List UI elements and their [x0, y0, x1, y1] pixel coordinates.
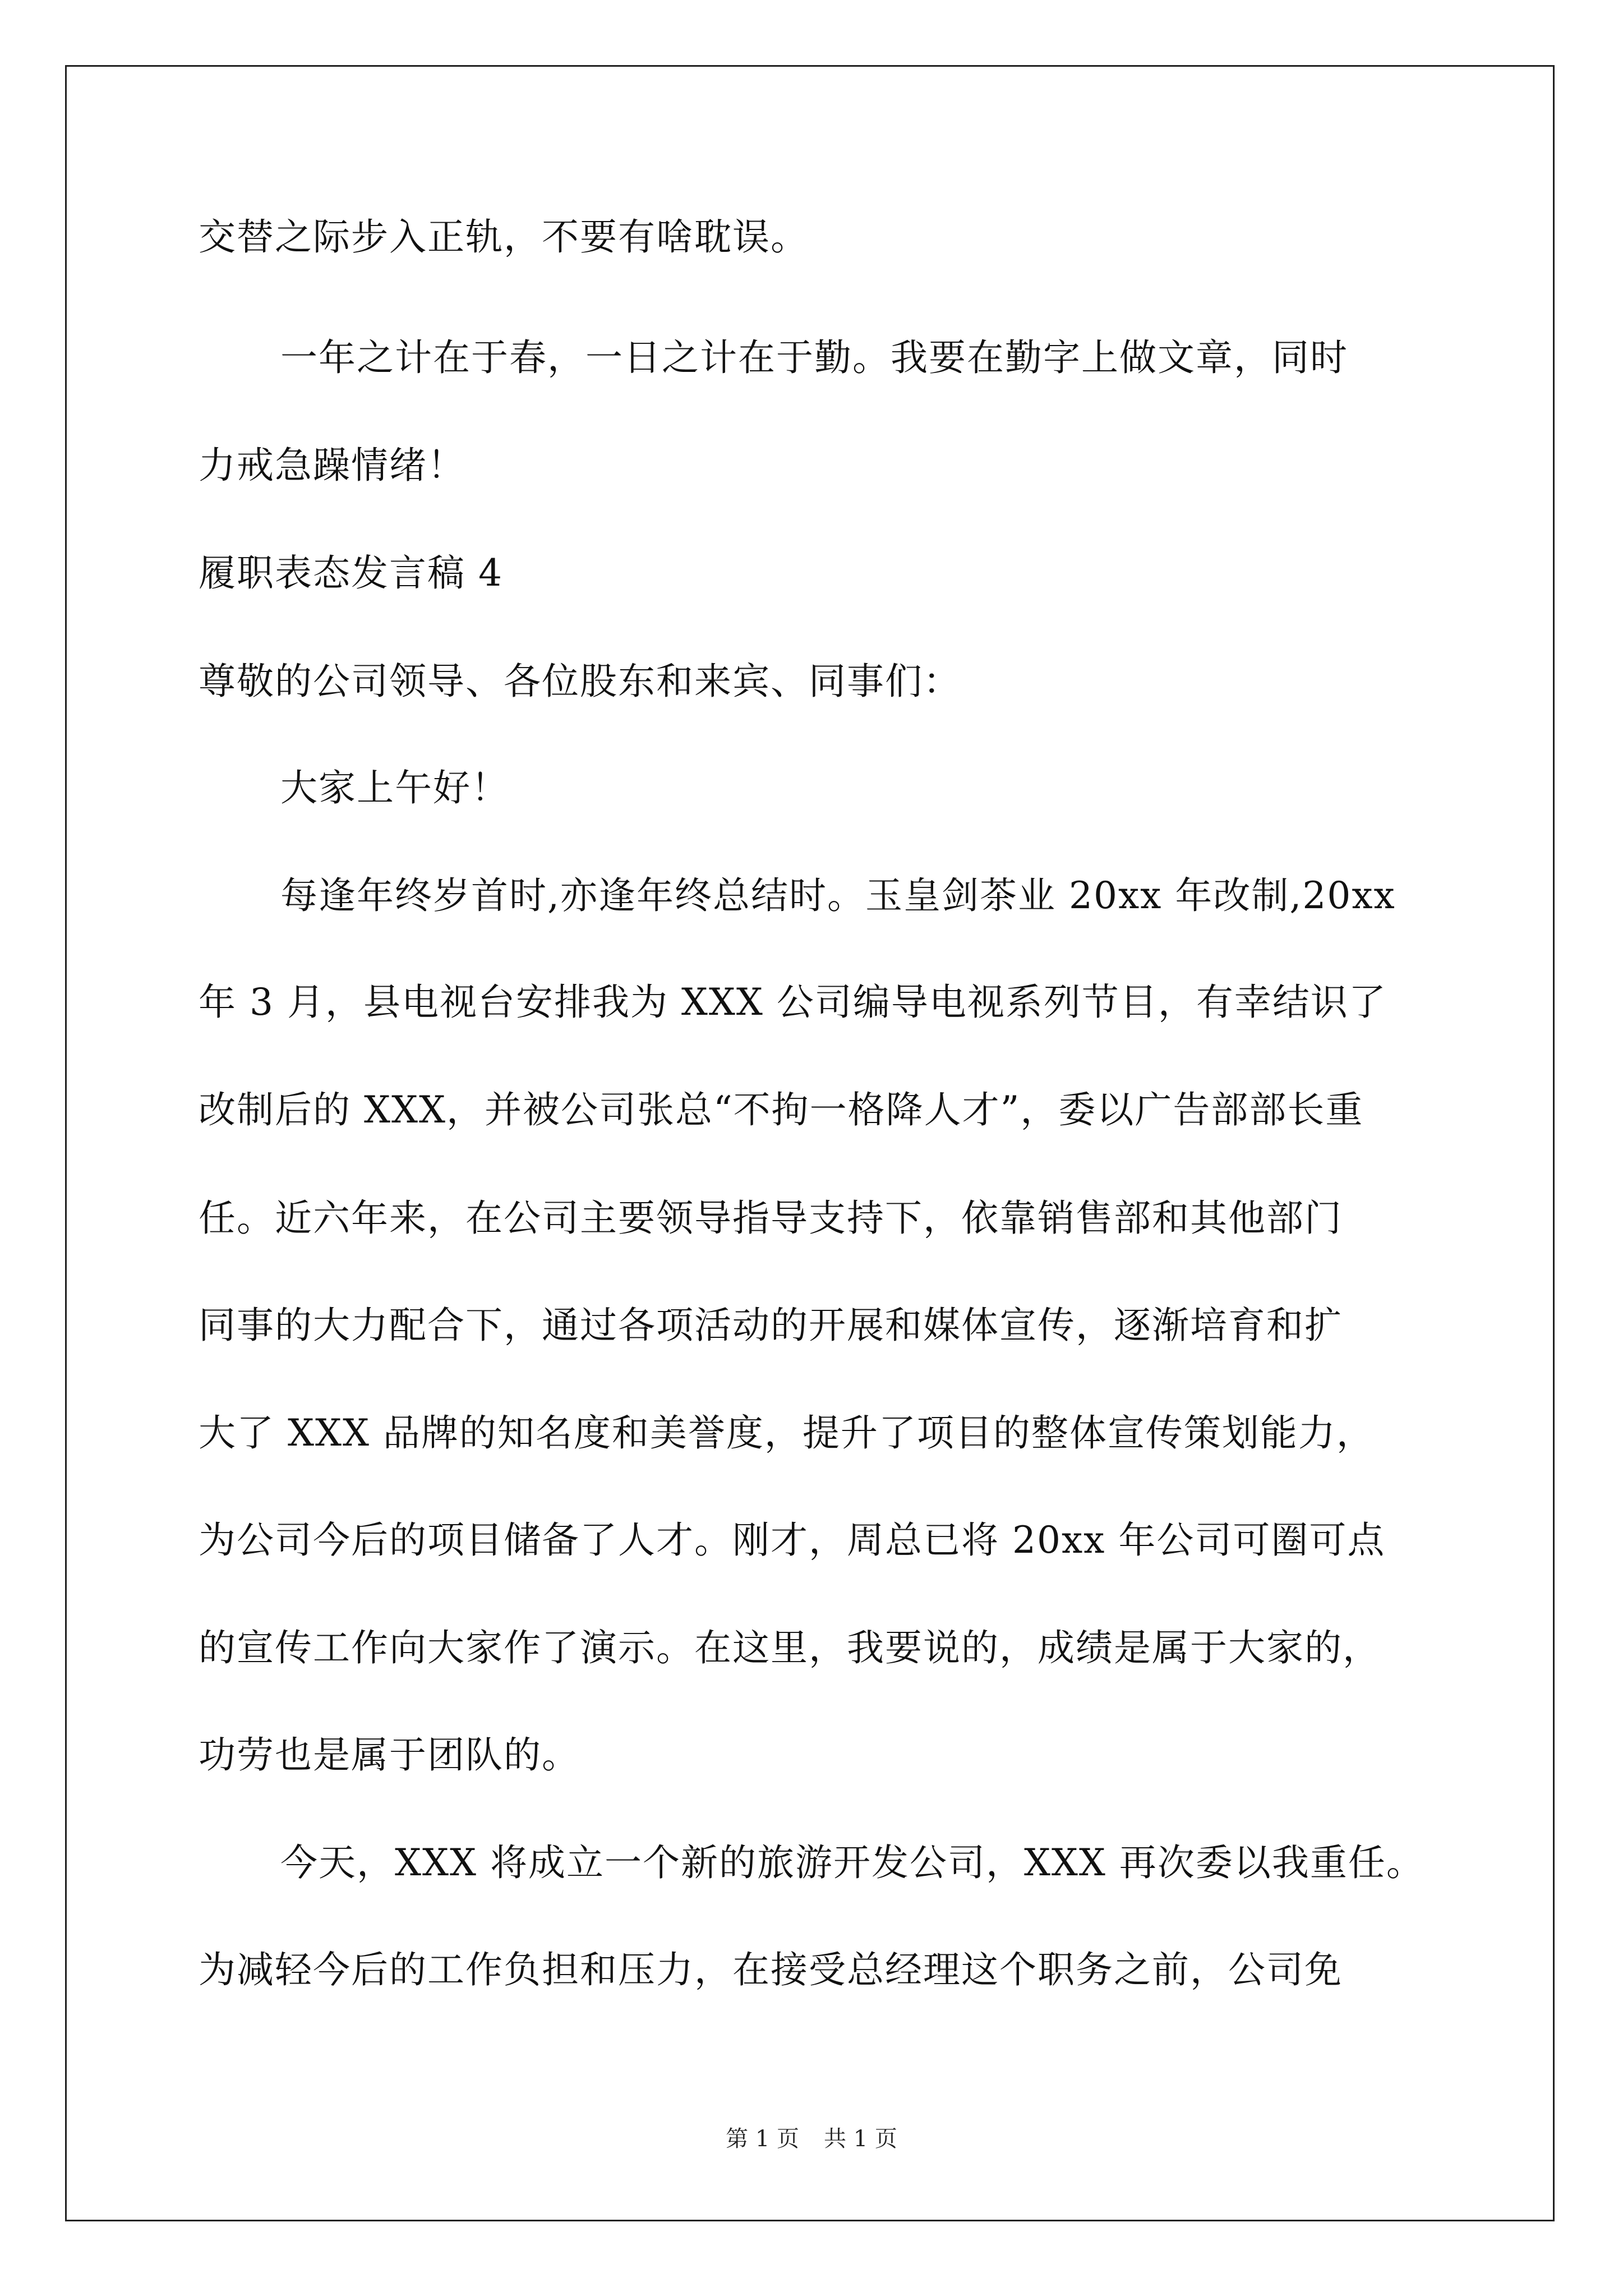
text-line: 年 3 月，县电视台安排我为 XXX 公司编导电视系列节目，有幸结识了 [199, 981, 1387, 1024]
salutation: 尊敬的公司领导、各位股东和来宾、同事们： [199, 660, 961, 703]
text-line: 为公司今后的项目储备了人才。刚才，周总已将 20xx 年公司可圈可点 [199, 1519, 1386, 1562]
page-total: 共 1 页 [824, 2126, 897, 2152]
text-line: 同事的大力配合下，通过各项活动的开展和媒体宣传，逐渐培育和扩 [199, 1304, 1343, 1347]
text-line: 改制后的 XXX，并被公司张总“不拘一格降人才”，委以广告部部长重 [199, 1088, 1364, 1131]
text-line: 交替之际步入正轨，不要有啥耽误。 [199, 215, 809, 259]
text-line: 功劳也是属于团队的。 [199, 1733, 580, 1777]
text-line: 一年之计在于春，一日之计在于勤。我要在勤字上做文章，同时 [280, 336, 1348, 379]
greeting: 大家上午好！ [280, 766, 509, 809]
page-number: 第 1 页 [726, 2126, 799, 2152]
text-line: 为减轻今后的工作负担和压力，在接受总经理这个职务之前，公司免 [199, 1948, 1343, 1991]
text-line: 力戒急躁情绪！ [199, 444, 465, 487]
section-heading: 履职表态发言稿 4 [199, 551, 503, 595]
text-line: 今天，XXX 将成立一个新的旅游开发公司，XXX 再次委以我重任。 [280, 1841, 1424, 1884]
text-line: 任。近六年来，在公司主要领导指导支持下，依靠销售部和其他部门 [199, 1197, 1343, 1240]
text-line: 大了 XXX 品牌的知名度和美誉度，提升了项目的整体宣传策划能力， [199, 1411, 1375, 1455]
text-line: 每逢年终岁首时,亦逢年终总结时。玉皇剑茶业 20xx 年改制,20xx [280, 874, 1396, 917]
page-frame [65, 65, 1555, 2221]
page-footer [0, 2128, 1623, 2150]
text-line: 的宣传工作向大家作了演示。在这里，我要说的，成绩是属于大家的， [199, 1626, 1381, 1669]
